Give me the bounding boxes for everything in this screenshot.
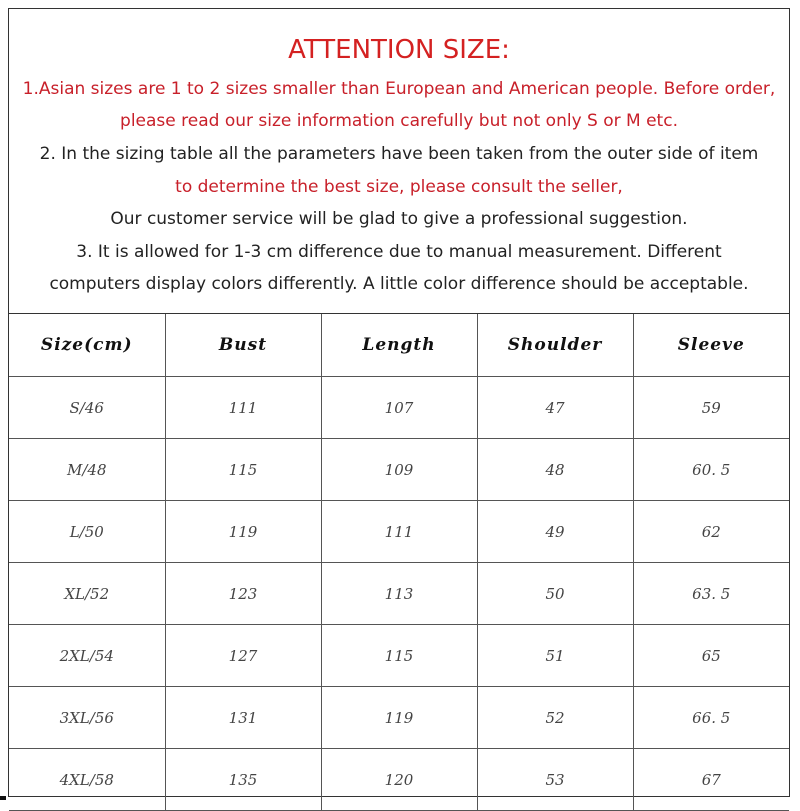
notice-line-4: to determine the best size, please consult the seller, (175, 177, 623, 197)
cell-sleeve: 59 (633, 377, 789, 439)
notice-line-2: please read our size information carefully but not only S or M etc. (120, 111, 678, 131)
size-chart-frame (8, 8, 790, 797)
notice-title: ATTENTION SIZE: (288, 35, 510, 65)
notice-line-7: computers display colors differently. A little color difference should be acceptable. (49, 274, 749, 294)
cell-shoulder: 48 (477, 439, 633, 501)
cell-length: 107 (321, 377, 477, 439)
cell-shoulder: 52 (477, 687, 633, 749)
cell-bust: 115 (165, 439, 321, 501)
table-row (9, 749, 789, 811)
cell-bust: 127 (165, 625, 321, 687)
table-header-row (9, 314, 789, 377)
cell-size: 2XL/54 (9, 625, 165, 687)
header-sleeve: Sleeve (633, 314, 789, 377)
attention-notice (9, 9, 789, 313)
cell-length: 113 (321, 563, 477, 625)
cell-size: 4XL/58 (9, 749, 165, 811)
table-row (9, 439, 789, 501)
cell-size: XL/52 (9, 563, 165, 625)
notice-line-6: 3. It is allowed for 1-3 cm difference due to manual measurement. Different (76, 242, 722, 262)
cell-shoulder: 50 (477, 563, 633, 625)
cell-bust: 123 (165, 563, 321, 625)
cell-length: 115 (321, 625, 477, 687)
cell-sleeve: 62 (633, 501, 789, 563)
cell-bust: 135 (165, 749, 321, 811)
header-shoulder: Shoulder (477, 314, 633, 377)
cell-length: 119 (321, 687, 477, 749)
cell-sleeve: 65 (633, 625, 789, 687)
cell-sleeve: 63. 5 (633, 563, 789, 625)
notice-line-3: 2. In the sizing table all the parameters have been taken from the outer side of item (39, 144, 759, 164)
cell-sleeve: 67 (633, 749, 789, 811)
cell-size: 3XL/56 (9, 687, 165, 749)
notice-line-1: 1.Asian sizes are 1 to 2 sizes smaller than European and American people. Before order, (22, 79, 776, 99)
corner-mark (0, 796, 6, 800)
cell-length: 120 (321, 749, 477, 811)
cell-sleeve: 66. 5 (633, 687, 789, 749)
cell-size: L/50 (9, 501, 165, 563)
cell-length: 109 (321, 439, 477, 501)
table-row (9, 625, 789, 687)
header-size: Size(cm) (9, 314, 165, 377)
table-row (9, 501, 789, 563)
cell-bust: 111 (165, 377, 321, 439)
cell-size: M/48 (9, 439, 165, 501)
cell-bust: 119 (165, 501, 321, 563)
cell-sleeve: 60. 5 (633, 439, 789, 501)
table-row (9, 687, 789, 749)
cell-shoulder: 51 (477, 625, 633, 687)
cell-shoulder: 49 (477, 501, 633, 563)
size-table (9, 314, 789, 811)
cell-length: 111 (321, 501, 477, 563)
table-row (9, 563, 789, 625)
cell-shoulder: 53 (477, 749, 633, 811)
cell-size: S/46 (9, 377, 165, 439)
cell-bust: 131 (165, 687, 321, 749)
header-length: Length (321, 314, 477, 377)
table-row (9, 377, 789, 439)
notice-line-5: Our customer service will be glad to give a professional suggestion. (110, 209, 688, 229)
cell-shoulder: 47 (477, 377, 633, 439)
header-bust: Bust (165, 314, 321, 377)
